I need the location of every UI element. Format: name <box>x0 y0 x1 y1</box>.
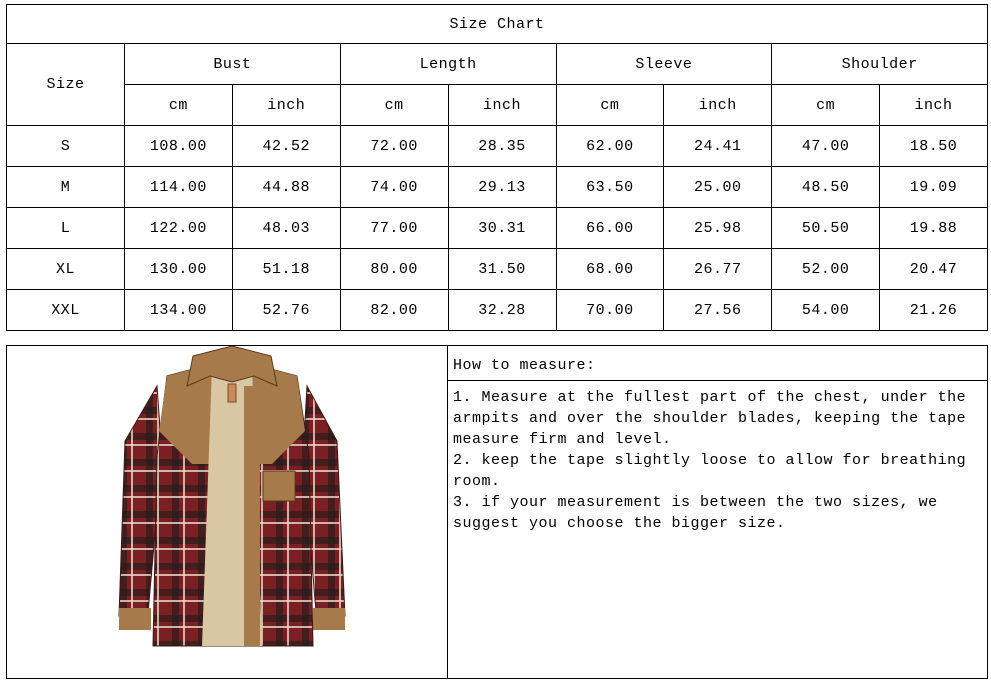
size-column-header: Size <box>7 44 125 126</box>
measurement-cell: 63.50 <box>556 167 664 208</box>
measurement-cell: 25.00 <box>664 167 772 208</box>
measurement-cell: 24.41 <box>664 126 772 167</box>
unit-header-cm: cm <box>556 85 664 126</box>
table-row <box>7 290 988 331</box>
table-row <box>7 249 988 290</box>
unit-header-inch: inch <box>664 85 772 126</box>
size-chart-table <box>6 4 988 331</box>
measurement-cell: 52.76 <box>232 290 340 331</box>
measurement-cell: 28.35 <box>448 126 556 167</box>
group-header-length: Length <box>340 44 556 85</box>
measure-section <box>6 345 988 679</box>
howto-step: 3. if your measurement is between the two sizes, we suggest you choose the bigger size. <box>453 494 938 532</box>
measurement-cell: 44.88 <box>232 167 340 208</box>
measurement-cell: 31.50 <box>448 249 556 290</box>
measurement-cell: 20.47 <box>880 249 988 290</box>
howto-step: 2. keep the tape slightly loose to allow for breathing room. <box>453 452 967 490</box>
measurement-cell: 48.03 <box>232 208 340 249</box>
measurement-cell: 50.50 <box>772 208 880 249</box>
group-header-shoulder: Shoulder <box>772 44 988 85</box>
size-label-cell: S <box>7 126 125 167</box>
measurement-cell: 27.56 <box>664 290 772 331</box>
measurement-cell: 21.26 <box>880 290 988 331</box>
measurement-cell: 66.00 <box>556 208 664 249</box>
measurement-cell: 42.52 <box>232 126 340 167</box>
howto-title: How to measure: <box>448 346 987 381</box>
unit-header-cm: cm <box>772 85 880 126</box>
measurement-cell: 52.00 <box>772 249 880 290</box>
size-label-cell: M <box>7 167 125 208</box>
group-header-sleeve: Sleeve <box>556 44 772 85</box>
collar <box>187 346 277 386</box>
measurement-cell: 72.00 <box>340 126 448 167</box>
product-image <box>7 346 448 678</box>
howto-steps <box>448 381 987 678</box>
measurement-cell: 48.50 <box>772 167 880 208</box>
size-label-cell: XXL <box>7 290 125 331</box>
table-row <box>7 167 988 208</box>
left-cuff <box>119 608 151 630</box>
measurement-cell: 114.00 <box>125 167 233 208</box>
measurement-cell: 51.18 <box>232 249 340 290</box>
size-label-cell: L <box>7 208 125 249</box>
measurement-cell: 77.00 <box>340 208 448 249</box>
measurement-cell: 68.00 <box>556 249 664 290</box>
placket <box>244 386 260 646</box>
measurement-cell: 19.88 <box>880 208 988 249</box>
measurement-cell: 62.00 <box>556 126 664 167</box>
measurement-cell: 25.98 <box>664 208 772 249</box>
unit-header-inch: inch <box>880 85 988 126</box>
measurement-cell: 82.00 <box>340 290 448 331</box>
measurement-cell: 74.00 <box>340 167 448 208</box>
measurement-cell: 29.13 <box>448 167 556 208</box>
measurement-cell: 70.00 <box>556 290 664 331</box>
table-row <box>7 126 988 167</box>
howto-step: 1. Measure at the fullest part of the chest, under the armpits and over the shoulder blades, keeping the tape measure firm and level. <box>453 389 967 448</box>
measurement-cell: 18.50 <box>880 126 988 167</box>
measurement-cell: 26.77 <box>664 249 772 290</box>
measurement-cell: 134.00 <box>125 290 233 331</box>
measurement-cell: 54.00 <box>772 290 880 331</box>
unit-header-cm: cm <box>125 85 233 126</box>
chest-pocket <box>263 471 295 501</box>
unit-header-cm: cm <box>340 85 448 126</box>
measurement-cell: 108.00 <box>125 126 233 167</box>
measurement-cell: 80.00 <box>340 249 448 290</box>
jacket-illustration <box>7 346 447 678</box>
right-cuff <box>313 608 345 630</box>
group-header-bust: Bust <box>125 44 341 85</box>
measurement-cell: 47.00 <box>772 126 880 167</box>
table-row <box>7 208 988 249</box>
unit-header-inch: inch <box>232 85 340 126</box>
measurement-cell: 19.09 <box>880 167 988 208</box>
unit-header-inch: inch <box>448 85 556 126</box>
size-label-cell: XL <box>7 249 125 290</box>
measurement-cell: 32.28 <box>448 290 556 331</box>
measurement-cell: 122.00 <box>125 208 233 249</box>
measurement-cell: 130.00 <box>125 249 233 290</box>
size-chart-title: Size Chart <box>7 5 988 44</box>
measurement-cell: 30.31 <box>448 208 556 249</box>
